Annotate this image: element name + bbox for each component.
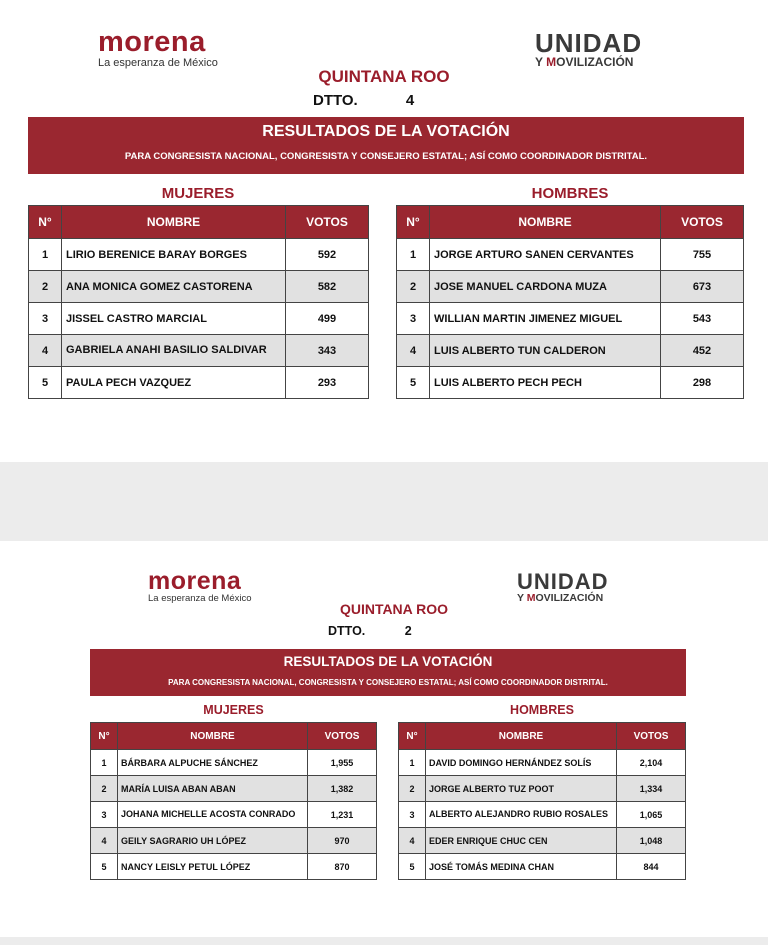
- candidate-name: PAULA PECH VAZQUEZ: [62, 367, 286, 399]
- unidad-wordmark: UNIDAD: [517, 569, 609, 594]
- vote-count: 1,048: [617, 828, 686, 854]
- district-line: [313, 92, 414, 109]
- row-number: 2: [29, 271, 62, 303]
- vote-count: 2,104: [617, 750, 686, 776]
- table-row: [91, 802, 377, 828]
- vote-count: 592: [286, 239, 369, 271]
- candidate-name: ALBERTO ALEJANDRO RUBIO ROSALES: [426, 802, 617, 828]
- row-number: 1: [399, 750, 426, 776]
- col-number-header: N°: [29, 206, 62, 239]
- district-label: DTTO.: [328, 624, 366, 638]
- candidate-name: EDER ENRIQUE CHUC CEN: [426, 828, 617, 854]
- women-results-table: [90, 722, 377, 880]
- vote-count: 499: [286, 303, 369, 335]
- row-number: 4: [399, 828, 426, 854]
- candidate-name: GABRIELA ANAHI BASILIO SALDIVAR: [62, 335, 286, 367]
- table-row: [399, 802, 686, 828]
- vote-count: 293: [286, 367, 369, 399]
- candidate-name: LUIS ALBERTO PECH PECH: [430, 367, 661, 399]
- movilizacion-rest: OVILIZACIÓN: [556, 55, 634, 69]
- women-section-title: MUJERES: [161, 185, 235, 202]
- women-section-title: MUJERES: [203, 703, 264, 717]
- row-number: 1: [397, 239, 430, 271]
- results-banner: [90, 649, 686, 696]
- row-number: 2: [399, 776, 426, 802]
- row-number: 1: [91, 750, 118, 776]
- candidate-name: GEILY SAGRARIO UH LÓPEZ: [118, 828, 308, 854]
- row-number: 3: [91, 802, 118, 828]
- movilizacion-m: M: [546, 55, 557, 69]
- table-row: [399, 776, 686, 802]
- vote-count: 1,231: [308, 802, 377, 828]
- candidate-name: JOSE MANUEL CARDONA MUZA: [430, 271, 661, 303]
- table-row: [399, 828, 686, 854]
- row-number: 5: [29, 367, 62, 399]
- row-number: 4: [91, 828, 118, 854]
- banner-subtitle: PARA CONGRESISTA NACIONAL, CONGRESISTA Y CONSEJERO ESTATAL; ASÍ COMO COORDINADOR DISTRITAL.: [124, 151, 648, 162]
- men-results-table: [398, 722, 686, 880]
- table-row: [29, 335, 369, 367]
- vote-count: 1,382: [308, 776, 377, 802]
- table-row: [91, 750, 377, 776]
- vote-count: 970: [308, 828, 377, 854]
- col-number-header: N°: [397, 206, 430, 239]
- unidad-wordmark: UNIDAD: [535, 28, 643, 58]
- table-row: [29, 367, 369, 399]
- row-number: 5: [399, 854, 426, 880]
- vote-count: 543: [661, 303, 744, 335]
- candidate-name: MARÍA LUISA ABAN ABAN: [118, 776, 308, 802]
- candidate-name: JOSÉ TOMÁS MEDINA CHAN: [426, 854, 617, 880]
- movilizacion-m: M: [526, 592, 536, 604]
- morena-wordmark: morena: [148, 567, 242, 595]
- vote-count: 1,955: [308, 750, 377, 776]
- row-number: 3: [397, 303, 430, 335]
- women-results-table: [28, 205, 369, 399]
- candidate-name: JISSEL CASTRO MARCIAL: [62, 303, 286, 335]
- movilizacion-prefix: Y: [517, 592, 527, 604]
- candidate-name: DAVID DOMINGO HERNÁNDEZ SOLÍS: [426, 750, 617, 776]
- candidate-name: NANCY LEISLY PETUL LÓPEZ: [118, 854, 308, 880]
- row-number: 1: [29, 239, 62, 271]
- col-votes-header: VOTOS: [617, 723, 686, 750]
- candidate-name: WILLIAN MARTIN JIMENEZ MIGUEL: [430, 303, 661, 335]
- state-name: QUINTANA ROO: [318, 67, 450, 86]
- vote-count: 755: [661, 239, 744, 271]
- row-number: 3: [29, 303, 62, 335]
- vote-count: 343: [286, 335, 369, 367]
- vote-count: 1,065: [617, 802, 686, 828]
- table-row: [29, 303, 369, 335]
- col-number-header: N°: [399, 723, 426, 750]
- men-results-table: [396, 205, 744, 399]
- table-row: [397, 303, 744, 335]
- district-label: DTTO.: [313, 92, 358, 109]
- results-sheet-district-4: [0, 0, 768, 462]
- candidate-name: LUIS ALBERTO TUN CALDERON: [430, 335, 661, 367]
- men-section-title: HOMBRES: [510, 703, 574, 717]
- district-line: [328, 624, 412, 638]
- col-name-header: NOMBRE: [62, 206, 286, 239]
- vote-count: 870: [308, 854, 377, 880]
- banner-title: RESULTADOS DE LA VOTACIÓN: [262, 123, 510, 140]
- row-number: 2: [91, 776, 118, 802]
- unidad-movilizacion-logo: [535, 30, 642, 68]
- vote-count: 844: [617, 854, 686, 880]
- unidad-movilizacion-logo: [517, 571, 609, 604]
- results-sheet-district-2: [0, 541, 768, 937]
- vote-count: 452: [661, 335, 744, 367]
- table-row: [91, 776, 377, 802]
- morena-tagline: La esperanza de México: [98, 57, 218, 69]
- results-banner: [28, 117, 744, 174]
- col-votes-header: VOTOS: [661, 206, 744, 239]
- table-row: [91, 854, 377, 880]
- row-number: 2: [397, 271, 430, 303]
- col-name-header: NOMBRE: [430, 206, 661, 239]
- district-number: 2: [404, 624, 412, 638]
- row-number: 5: [397, 367, 430, 399]
- candidate-name: JORGE ARTURO SANEN CERVANTES: [430, 239, 661, 271]
- candidate-name: ANA MONICA GOMEZ CASTORENA: [62, 271, 286, 303]
- col-votes-header: VOTOS: [308, 723, 377, 750]
- morena-logo: [98, 28, 218, 69]
- candidate-name: BÁRBARA ALPUCHE SÁNCHEZ: [118, 750, 308, 776]
- table-row: [399, 750, 686, 776]
- movilizacion-wordmark: [517, 593, 609, 604]
- movilizacion-rest: OVILIZACIÓN: [535, 592, 604, 604]
- morena-logo: [148, 569, 252, 604]
- vote-count: 582: [286, 271, 369, 303]
- table-row: [91, 828, 377, 854]
- row-number: 5: [91, 854, 118, 880]
- candidate-name: JORGE ALBERTO TUZ POOT: [426, 776, 617, 802]
- col-name-header: NOMBRE: [426, 723, 617, 750]
- table-row: [399, 854, 686, 880]
- col-number-header: N°: [91, 723, 118, 750]
- row-number: 3: [399, 802, 426, 828]
- state-name: QUINTANA ROO: [339, 601, 449, 617]
- district-number: 4: [405, 92, 415, 109]
- table-row: [397, 239, 744, 271]
- table-row: [397, 271, 744, 303]
- morena-tagline: La esperanza de México: [148, 593, 252, 604]
- morena-wordmark: morena: [98, 26, 206, 58]
- men-section-title: HOMBRES: [531, 185, 609, 202]
- vote-count: 298: [661, 367, 744, 399]
- row-number: 4: [397, 335, 430, 367]
- movilizacion-wordmark: [535, 56, 642, 68]
- table-row: [397, 367, 744, 399]
- row-number: 4: [29, 335, 62, 367]
- banner-title: RESULTADOS DE LA VOTACIÓN: [283, 654, 493, 669]
- candidate-name: LIRIO BERENICE BARAY BORGES: [62, 239, 286, 271]
- table-row: [29, 239, 369, 271]
- vote-count: 673: [661, 271, 744, 303]
- banner-subtitle: PARA CONGRESISTA NACIONAL, CONGRESISTA Y CONSEJERO ESTATAL; ASÍ COMO COORDINADOR DISTRITAL.: [168, 678, 608, 687]
- movilizacion-prefix: Y: [535, 55, 547, 69]
- vote-count: 1,334: [617, 776, 686, 802]
- col-votes-header: VOTOS: [286, 206, 369, 239]
- candidate-name: JOHANA MICHELLE ACOSTA CONRADO: [118, 802, 308, 828]
- col-name-header: NOMBRE: [118, 723, 308, 750]
- table-row: [29, 271, 369, 303]
- table-row: [397, 335, 744, 367]
